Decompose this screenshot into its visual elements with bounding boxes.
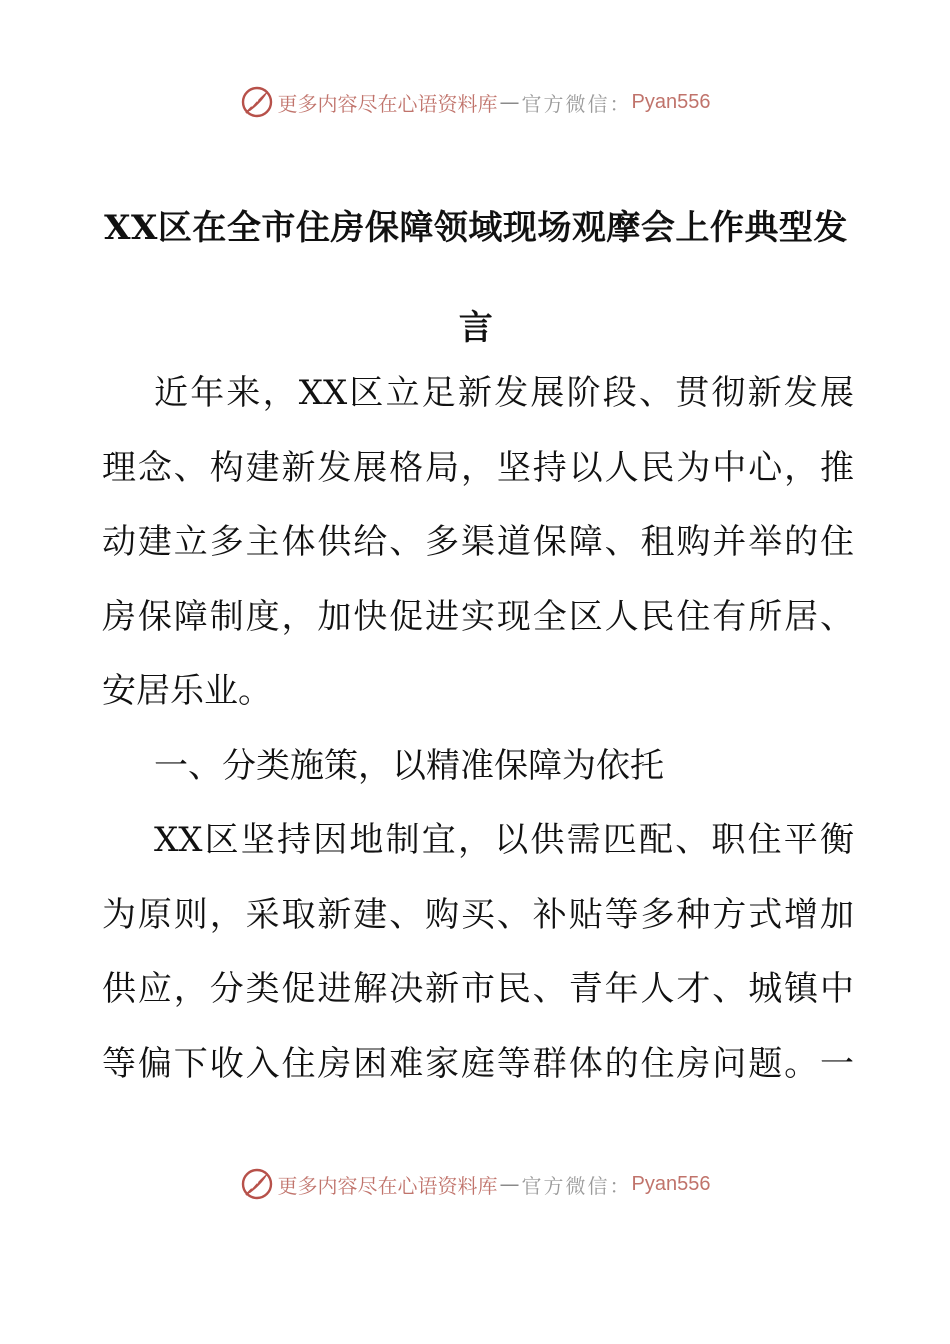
- title-line-2: 言: [458, 308, 494, 348]
- paragraph-line: 近年来，XX区立足新发展阶段、贯彻新发展: [154, 373, 854, 413]
- paragraph-line: 等偏下收入住房困难家庭等群体的住房问题。一: [102, 1043, 854, 1084]
- feather-pen-logo-icon: [240, 1167, 274, 1201]
- watermark-wechat-id: Pyan556: [631, 90, 711, 113]
- document-body: [102, 356, 854, 1101]
- watermark-wechat-label: 官方微信：: [521, 91, 632, 116]
- watermark-brand-text: 更多内容尽在心语资料库: [277, 1173, 498, 1198]
- watermark-wechat-label: 官方微信：: [521, 1173, 632, 1198]
- paragraph-line: 安居乐业。: [102, 671, 272, 711]
- paragraph-line: 为原则，采取新建、购买、补贴等多种方式增加: [102, 894, 854, 935]
- watermark-banner-bottom: [0, 1162, 950, 1206]
- watermark-banner-top: [0, 80, 950, 124]
- document-title: [100, 178, 852, 378]
- watermark-wechat-id: Pyan556: [631, 1172, 711, 1195]
- paragraph-line: 供应，分类促进解决新市民、青年人才、城镇中: [102, 969, 854, 1009]
- paragraph-line: 动建立多主体供给、多渠道保障、租购并举的住: [102, 522, 854, 562]
- section-heading: 一、分类施策，以精准保障为依托: [154, 745, 664, 786]
- watermark-separator: —: [499, 90, 520, 114]
- feather-pen-logo-icon: [240, 85, 274, 119]
- paragraph-line: XX区坚持因地制宜，以供需匹配、职住平衡: [154, 820, 854, 860]
- title-line-1: XX区在全市住房保障领域现场观摩会上作典型发: [104, 208, 848, 248]
- watermark-brand-text: 更多内容尽在心语资料库: [277, 91, 498, 116]
- paragraph-line: 房保障制度，加快促进实现全区人民住有所居、: [102, 596, 854, 637]
- watermark-separator: —: [499, 1172, 520, 1196]
- paragraph-line: 理念、构建新发展格局，坚持以人民为中心，推: [102, 447, 854, 488]
